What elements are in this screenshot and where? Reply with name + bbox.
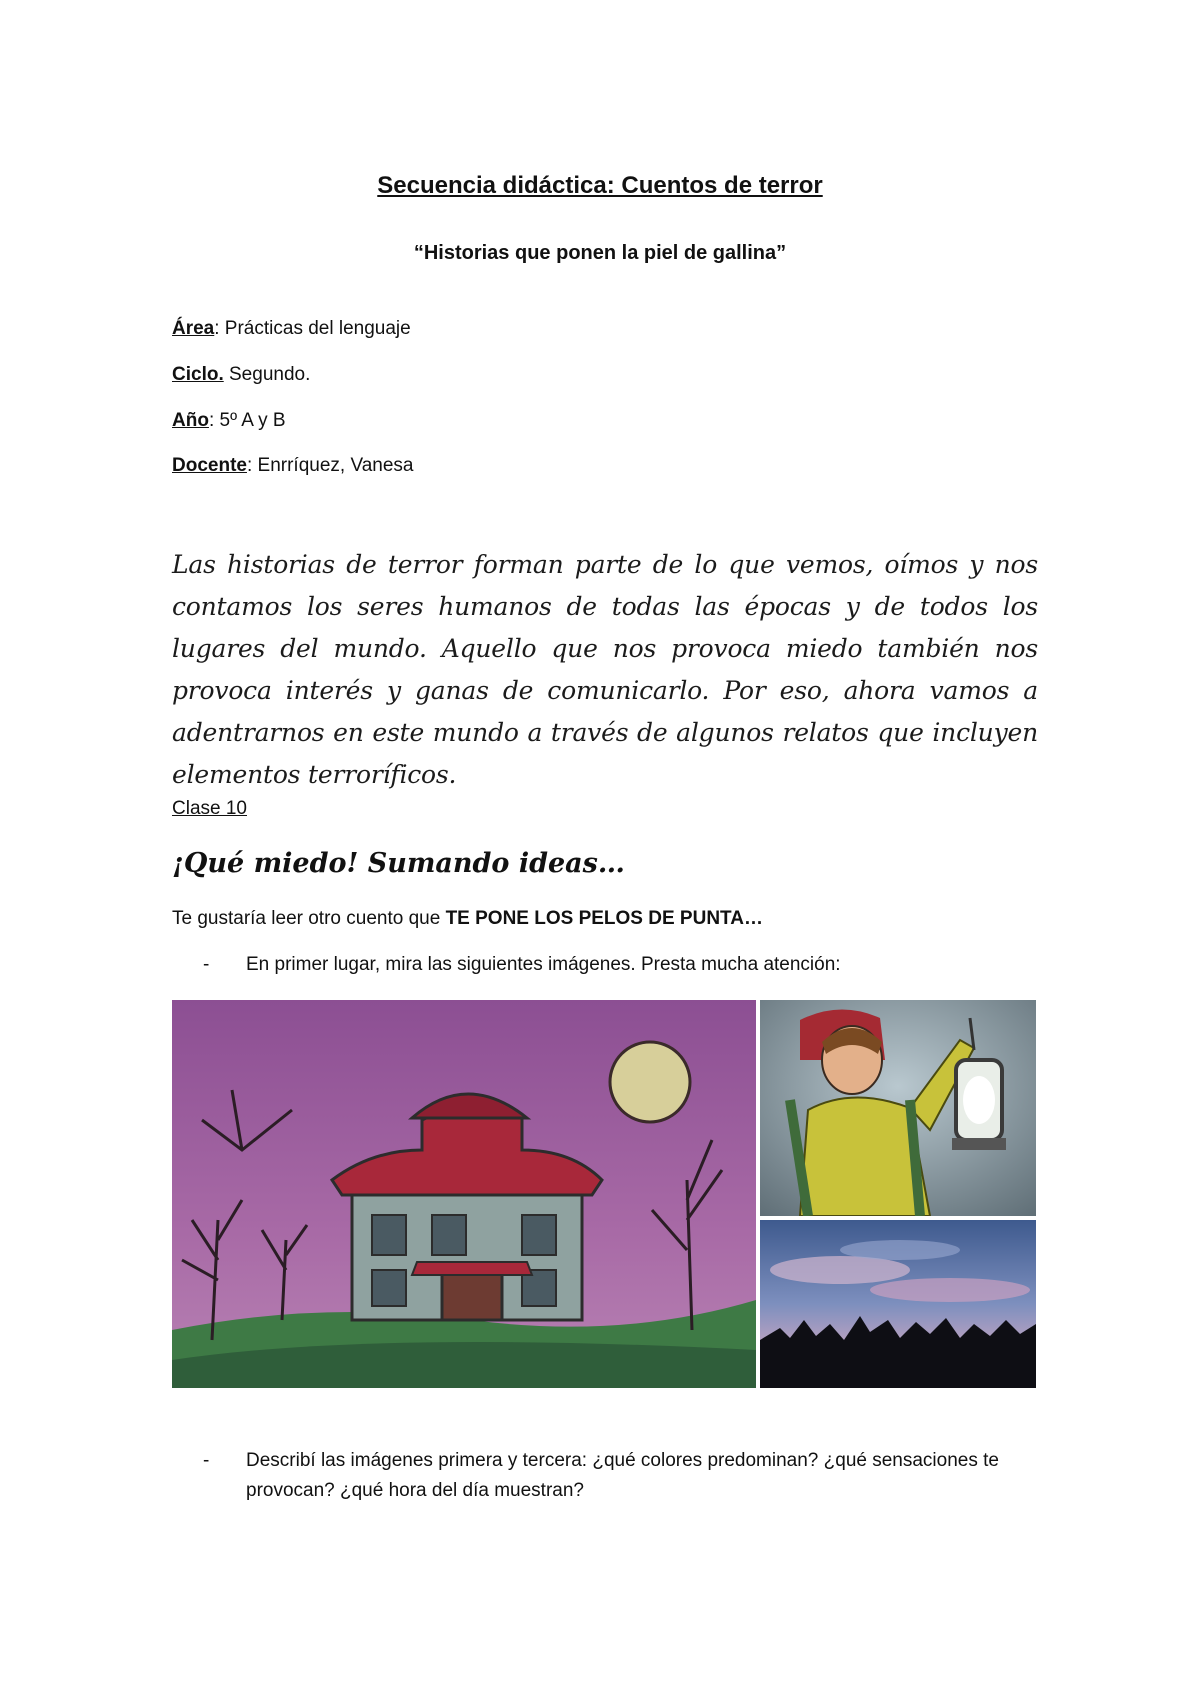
meta-anio [172,410,286,432]
meta-docente-value: Enrríquez, Vanesa [252,455,414,476]
intro-paragraph: Las historias de terror forman parte de lo que vemos, oímos y nos contamos los seres humanos de todas las épocas y de todos los lugares del mundo. Aquello que nos provoca miedo también nos provoca interés y ganas de comunicarlo. Por eso, ahora vamos a adentrarnos en este mundo a través de algunos relatos que incluyen elementos terroríficos. [172,550,1038,789]
dusk-sky-forest-photo-icon [760,1220,1036,1388]
reading-prompt-bold: TE PONE LOS PELOS DE PUNTA… [445,908,763,929]
meta-docente-sep: : [246,455,253,476]
meta-area-value: Prácticas del lenguaje [219,318,411,339]
bullet-text: Describí las imágenes primera y tercera: ¿qué colores predominan? ¿qué sensaciones te provocan? ¿qué hora del día muestran? [246,1450,999,1501]
bullet-dash: - [203,954,210,975]
bullet-item [203,1446,1046,1510]
meta-ciclo-value: Segundo. [223,364,311,385]
meta-anio-value: 5º A y B [214,410,286,431]
document-title: Secuencia didáctica: Cuentos de terror [377,172,823,199]
class-label: Clase 10 [172,798,247,819]
meta-ciclo-label: Ciclo. [172,364,224,385]
bullet-dash: - [203,1450,210,1471]
meta-area-sep: : [214,318,220,339]
haunted-house-illustration-icon [172,1000,756,1388]
document-subtitle: “Historias que ponen la piel de gallina” [413,242,787,264]
boy-with-lantern-illustration-icon [760,1000,1036,1216]
meta-area-label: Área [172,318,215,339]
meta-anio-sep: : [208,410,215,431]
meta-docente-label: Docente [172,455,247,476]
bullet-text: En primer lugar, mira las siguientes imágenes. Presta mucha atención: [246,954,841,975]
reading-prompt-text: Te gustaría leer otro cuento que [172,908,446,929]
reading-prompt [172,908,763,930]
meta-ciclo [172,364,310,386]
meta-area [172,318,411,340]
section-heading: ¡Qué miedo! Sumando ideas… [172,848,625,879]
bullet-item [203,950,1046,982]
meta-docente [172,455,414,477]
meta-anio-label: Año [172,410,209,431]
